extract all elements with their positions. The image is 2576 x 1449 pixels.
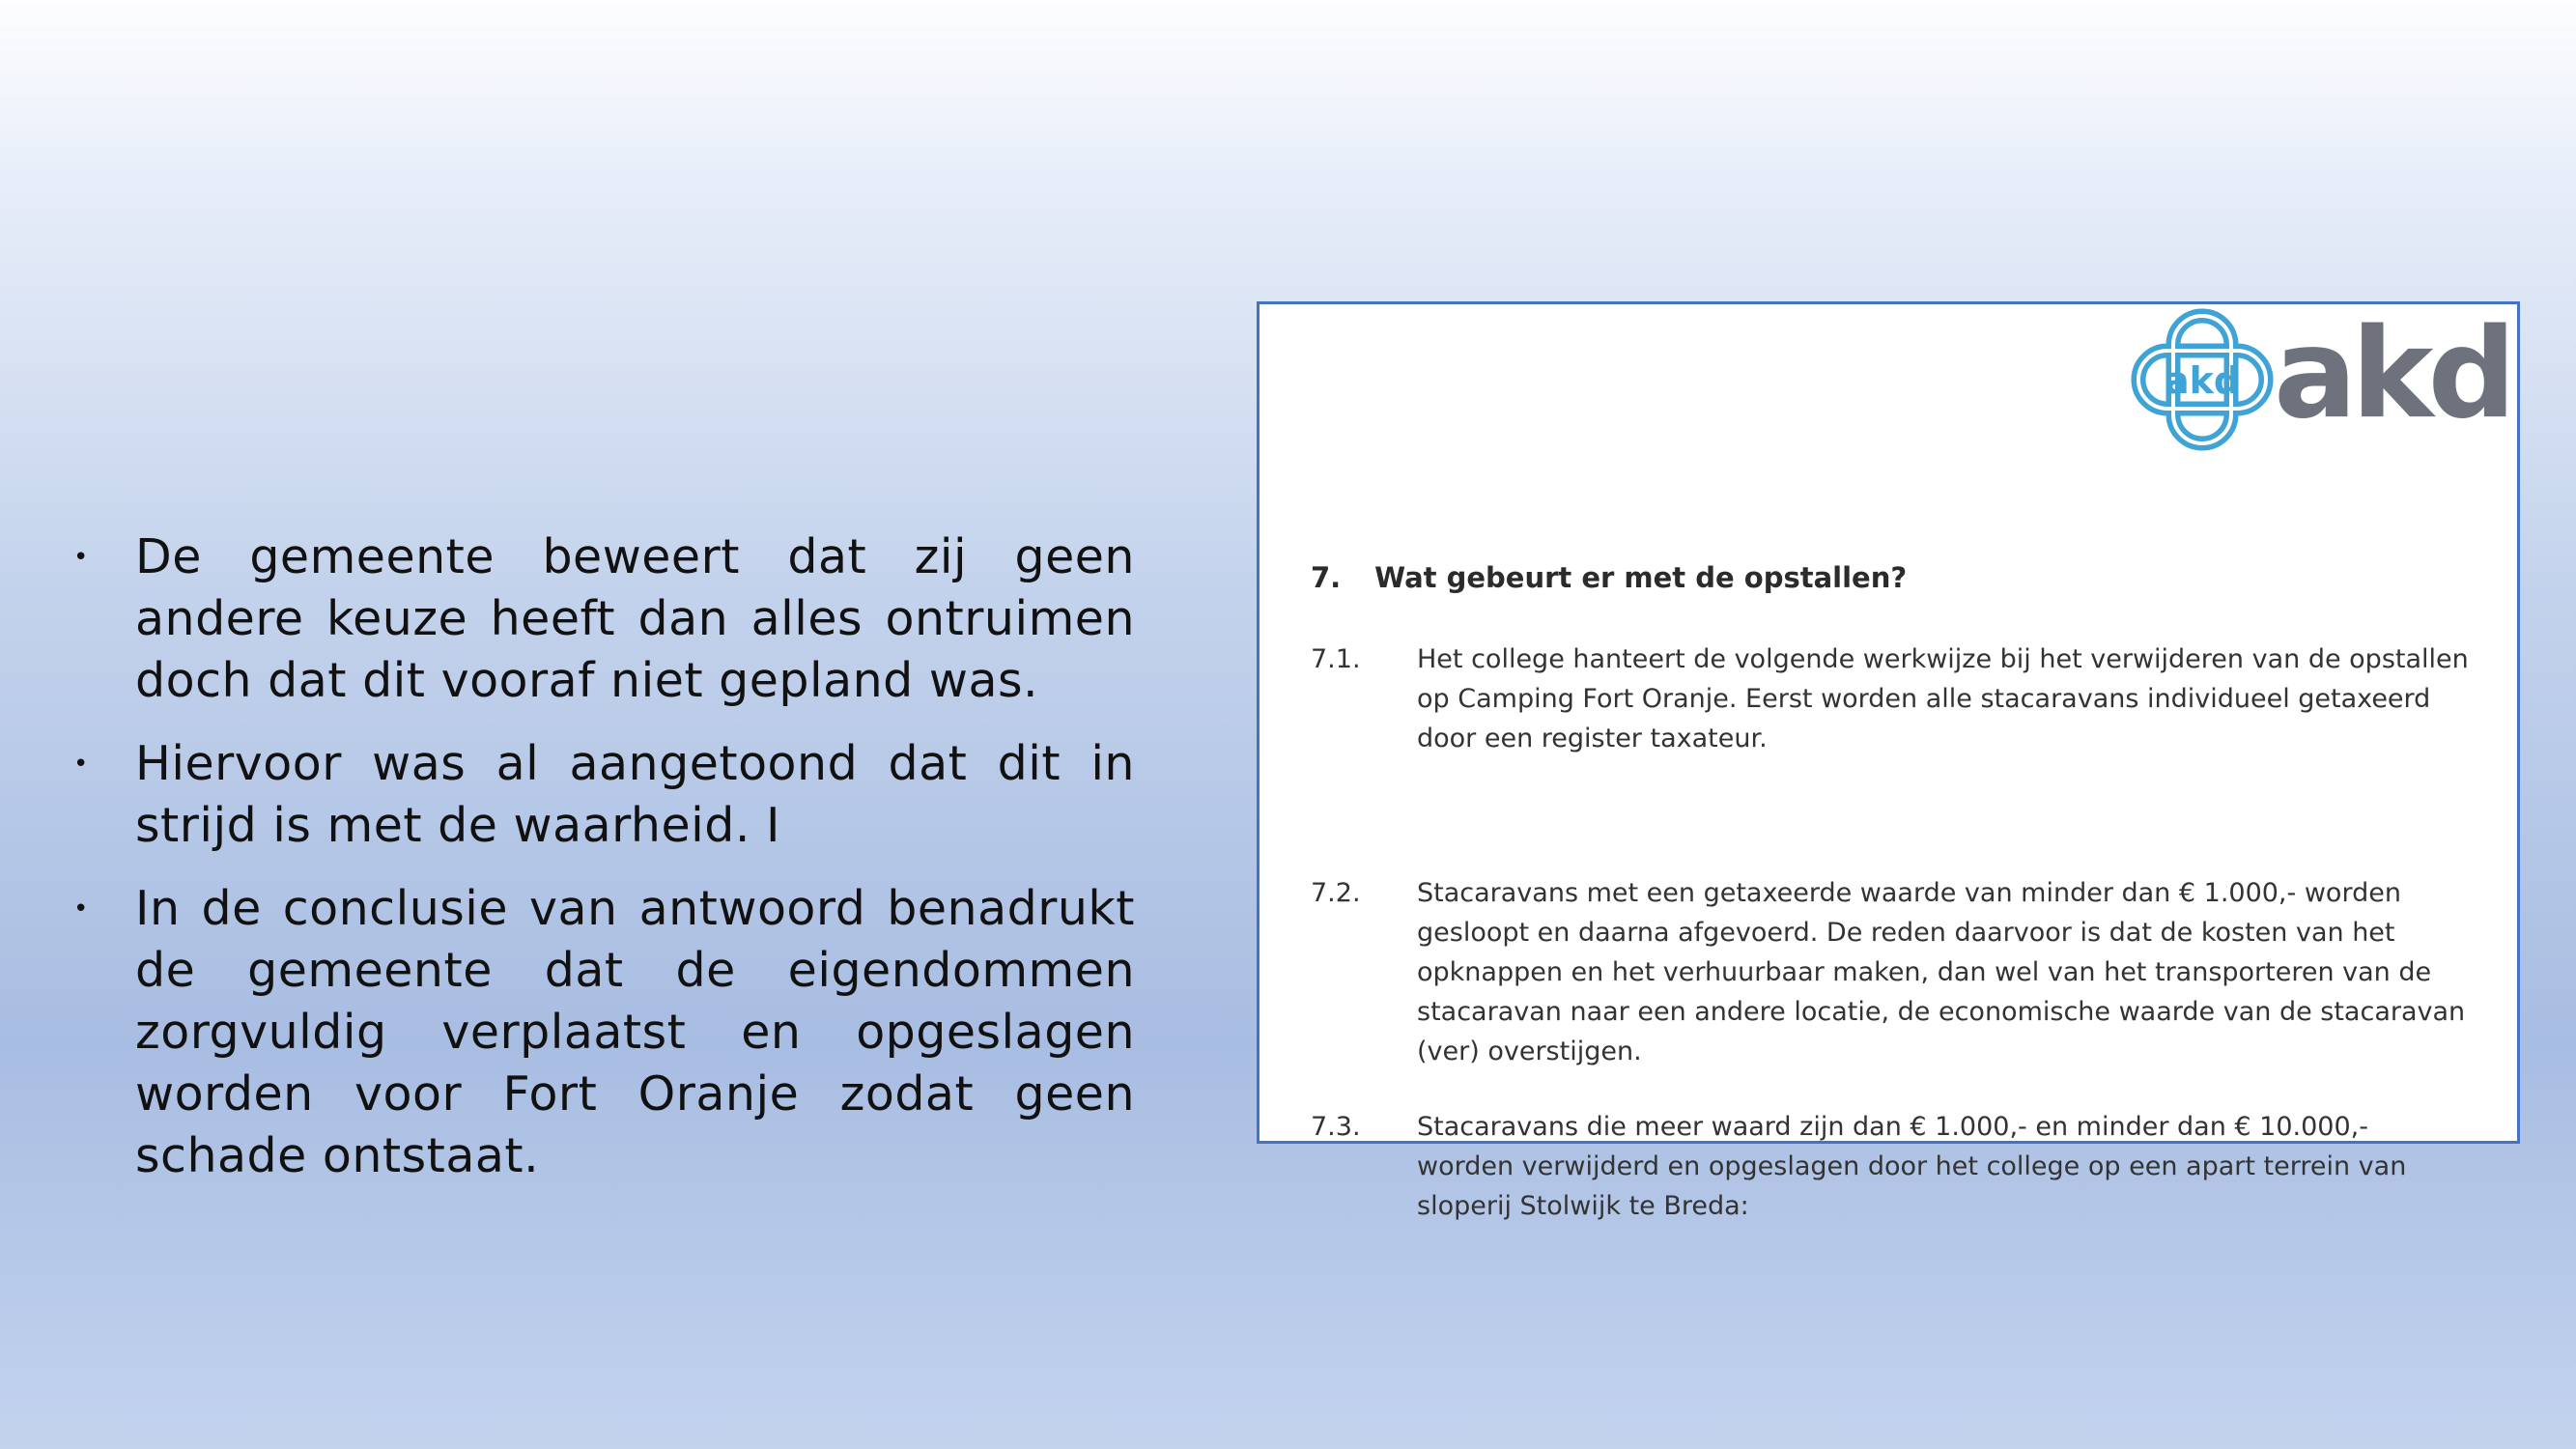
clause-number: 7.3. [1311,1112,1361,1142]
bullet-item [68,526,1135,712]
section-heading [1311,561,1907,594]
clause-line: Het college hanteert de volgende werkwijze bij het verwijderen van de opstallen [1417,644,2469,674]
clause-text [1417,1107,2499,1226]
section-title: Wat gebeurt er met de opstallen? [1374,561,1908,594]
akd-logo [2131,302,2511,453]
clause-line: door een register taxateur. [1417,724,1768,753]
clause-line: gesloopt en daarna afgevoerd. De reden daarvoor is dat de kosten van het [1417,918,2395,948]
clause-line: worden verwijderd en opgeslagen door het college op een apart terrein van [1417,1151,2407,1181]
bullet-dot-icon: • [73,750,89,779]
svg-text:akd: akd [2164,359,2241,402]
bullet-item [68,733,1135,857]
bullet-text: In de conclusie van antwoord benadrukt de gemeente dat de eigendommen zorgvuldig verplaatst en opgeslagen worden voor Fort Oranje zodat geen schade ontstaat. [135,881,1135,1183]
bullet-text: De gemeente beweert dat zij geen andere keuze heeft dan alles ontruimen doch dat dit vooraf niet gepland was. [135,529,1135,708]
clause-7-3 [1311,1107,2499,1226]
bullet-dot-icon: • [73,543,89,572]
clause-number: 7.1. [1311,644,1361,674]
clause-line: (ver) overstijgen. [1417,1037,1642,1066]
clause-line: stacaravan naar een andere locatie, de economische waarde van de stacaravan [1417,997,2466,1027]
clause-line: sloperij Stolwijk te Breda: [1417,1191,1749,1221]
bullet-item [68,878,1135,1187]
section-number: 7. [1311,561,1342,594]
akd-logo-icon [2131,308,2274,451]
clause-7-1 [1311,639,2499,758]
clause-text [1417,873,2499,1071]
clause-line: op Camping Fort Oranje. Eerst worden alle stacaravans individueel getaxeerd [1417,684,2431,714]
clause-line: Stacaravans met een getaxeerde waarde van minder dan € 1.000,- worden [1417,878,2401,908]
clause-number: 7.2. [1311,878,1361,908]
logo-wordmark: akd [2274,302,2511,446]
bullet-dot-icon: • [73,895,89,923]
bullet-text: Hiervoor was al aangetoond dat dit in strijd is met de waarheid. I [135,736,1135,853]
clause-7-2 [1311,873,2499,1071]
document-excerpt [1257,301,2520,1221]
clause-text [1417,639,2499,758]
clause-line: opknappen en het verhuurbaar maken, dan wel van het transporteren van de [1417,957,2432,987]
bullet-list [68,526,1135,1208]
clause-line: Stacaravans die meer waard zijn dan € 1.000,- en minder dan € 10.000,- [1417,1112,2368,1142]
